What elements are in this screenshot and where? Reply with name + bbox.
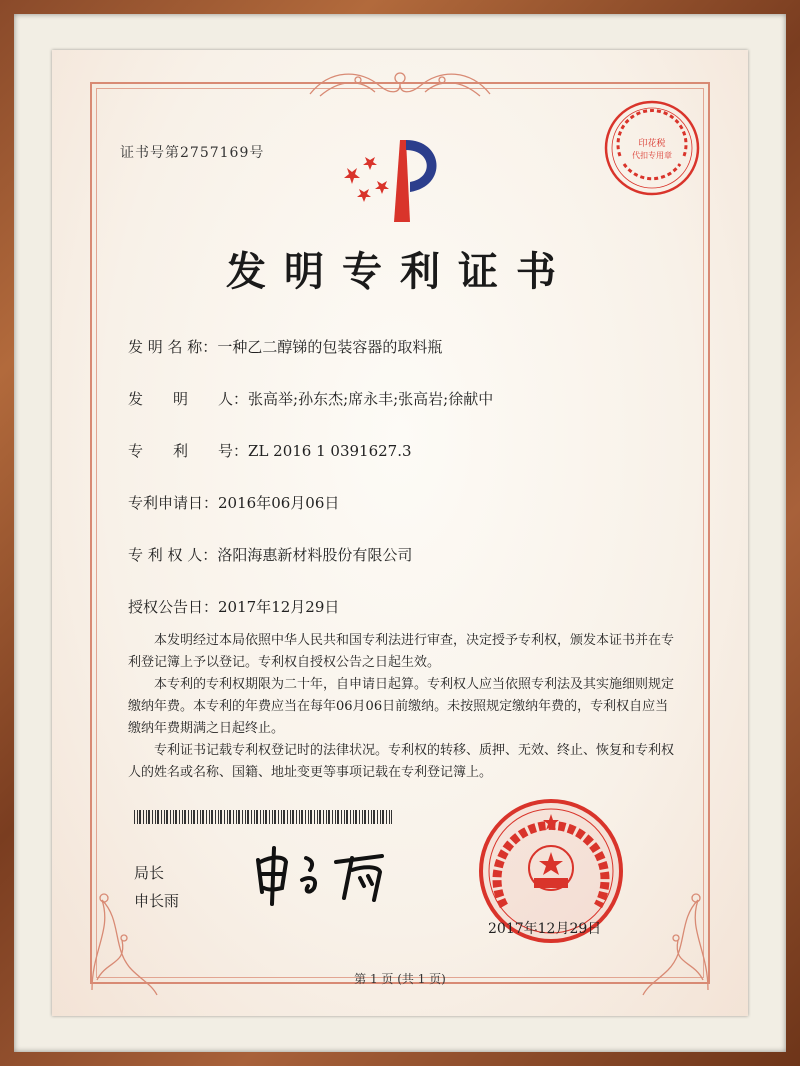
- paragraph: 本专利的专利权期限为二十年，自申请日起算。专利权人应当依照专利法及其实施细则规定缴纳年费。本专利的年费应当在每年06月06日前缴纳。未按照规定缴纳年费的，专利权自应当缴纳年费期满之日起终止。: [128, 677, 675, 736]
- tax-stamp: [602, 98, 702, 198]
- director-name: 申长雨: [134, 892, 180, 910]
- paragraph: 专利证书记载专利权登记时的法律状况。专利权的转移、质押、无效、终止、恢复和专利权人的姓名或名称、国籍、地址变更等事项记载在专利登记簿上。: [128, 743, 675, 780]
- field-patentee: [128, 544, 412, 565]
- patent-office-logo: [344, 136, 452, 226]
- field-label: 专 利 号：: [128, 442, 249, 460]
- seal-date: 2017年12月29日: [488, 921, 602, 937]
- field-application-date: [128, 492, 339, 513]
- field-grant-date: [128, 596, 339, 617]
- field-value: 2017年12月29日: [218, 598, 340, 616]
- svg-text:印花税: 印花税: [638, 139, 666, 149]
- field-value: 张高举;孙东杰;席永丰;张高岩;徐献中: [248, 390, 494, 408]
- certificate-number: 证书号第2757169号: [120, 145, 265, 161]
- field-label: 专 利 权 人：: [128, 546, 218, 564]
- field-patent-number: [128, 440, 412, 461]
- field-inventors: [128, 388, 493, 409]
- field-label: 发 明 名 称：: [128, 338, 218, 356]
- page-number: 第 1 页 (共 1 页): [354, 972, 446, 986]
- paragraph: 本发明经过本局依照中华人民共和国专利法进行审查，决定授予专利权，颁发本证书并在专利登记簿上予以登记。专利权自授权公告之日起生效。: [128, 633, 675, 670]
- field-value: 2016年06月06日: [218, 494, 340, 512]
- field-label: 授权公告日：: [128, 598, 219, 616]
- field-value: 一种乙二醇锑的包装容器的取料瓶: [217, 338, 443, 356]
- director-title: 局长: [134, 864, 165, 882]
- certificate-body: [128, 630, 676, 784]
- certificate-title: 发明专利证书: [226, 248, 574, 295]
- director-signature: [252, 840, 412, 910]
- field-invention-name: [128, 336, 442, 357]
- field-label: 发 明 人：: [128, 390, 249, 408]
- svg-text:代扣专用章: 代扣专用章: [632, 151, 672, 160]
- field-label: 专利申请日：: [128, 494, 219, 512]
- field-value: 洛阳海惠新材料股份有限公司: [217, 546, 413, 564]
- barcode: [134, 810, 392, 824]
- certificate-paper: [52, 50, 748, 1016]
- top-ornament: [300, 64, 500, 104]
- field-value: ZL 2016 1 0391627.3: [248, 442, 412, 460]
